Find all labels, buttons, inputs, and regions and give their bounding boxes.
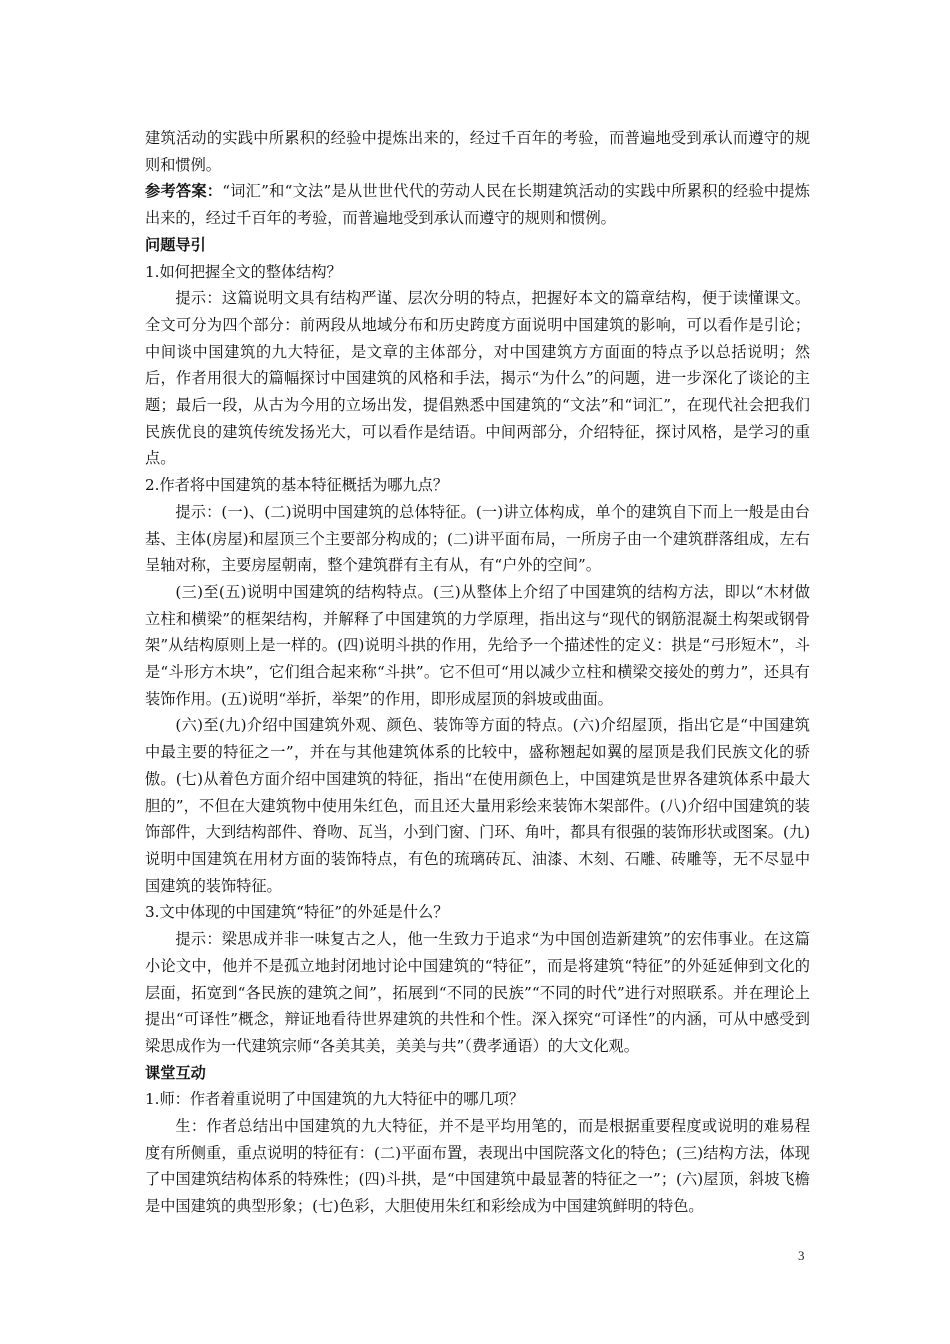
question-2: 2.作者将中国建筑的基本特征概括为哪九点？ [145,476,449,495]
question-1: 1.如何把握全文的整体结构？ [145,262,342,281]
answer-label: 参考答案： [145,182,223,201]
paragraph-continuation: 建筑活动的实践中所累积的经验中提炼出来的，经过千百年的考验，而普遍地受到承认而遵守的规则和惯例。 [145,129,810,174]
question-2-tip-part3: (六)至(九)介绍中国建筑外观、颜色、装饰等方面的特点。(六)介绍屋顶，指出它是“中国建筑中最主要的特征之一”，并在与其他建筑体系的比较中，盛称翘起如翼的屋顶是我们民族文化的骄傲。(七)从着色方面介绍中国建筑的特征，指出“在使用颜色上，中国建筑是世界各建筑体系中最大胆的”，不但在大建筑物中使用朱红色，而且还大量用彩绘来装饰木架部件。(八)介绍中国建筑的装饰部件，大到结构部件、脊吻、瓦当，小到门窗、门环、角叶，都具有很强的装饰形状或图案。(九)说明中国建筑在用材方面的装饰特点，有色的琉璃砖瓦、油漆、木刻、石雕、砖雕等，无不尽显中国建筑的装饰特征。 [145,716,810,895]
question-1-tip: 提示：这篇说明文具有结构严谨、层次分明的特点，把握好本文的篇章结构，便于读懂课文。全文可分为四个部分：前两段从地域分布和历史跨度方面说明中国建筑的影响，可以看作是引论；中间谈中国建筑的九大特征，是文章的主体部分，对中国建筑方方面面的特点予以总括说明；然后，作者用很大的篇幅探讨中国建筑的风格和手法，揭示“为什么”的问题，进一步深化了谈论的主题；最后一段，从古为今用的立场出发，提倡熟悉中国建筑的“文法”和“词汇”，在现代社会把我们民族优良的建筑传统发扬光大，可以看作是结语。中间两部分，介绍特征，探讨风格，是学习的重点。 [145,289,810,468]
question-2-tip-part2: (三)至(五)说明中国建筑的结构特点。(三)从整体上介绍了中国建筑的结构方法，即以“木材做立柱和横梁”的框架结构，并解释了中国建筑的力学原理，指出这与“现代的钢筋混凝土构架或钢骨架”从结构原则上是一样的。(四)说明斗拱的作用，先给予一个描述性的定义：拱是“弓形短木”，斗是“斗形方木块”，它们组合起来称“斗拱”。它不但可“用以减少立柱和横梁交接处的剪力”，还具有装饰作用。(五)说明“举折，举架”的作用，即形成屋顶的斜坡或曲面。 [145,582,810,708]
question-2-tip-part1: 提示：(一)、(二)说明中国建筑的总体特征。(一)讲立体构成，单个的建筑自下而上一般是由台基、主体(房屋)和屋顶三个主要部分构成的；(二)讲平面布局，一所房子由一个建筑群落组成，左右呈轴对称，主要房屋朝南，整个建筑群有主有从，有“户外的空间”。 [145,502,810,575]
section-heading-questions: 问题导引 [145,235,206,254]
question-3: 3.文中体现的中国建筑“特征”的外延是什么？ [145,903,449,922]
reference-answer [145,178,810,231]
class-answer-1: 生：作者总结出中国建筑的九大特征，并不是平均用笔的，而是根据重要程度或说明的难易程度有所侧重，重点说明的特征有：(二)平面布置，表现出中国院落文化的特色；(三)结构方法，体现了中国建筑结构体系的特殊性；(四)斗拱，是“中国建筑中最显著的特征之一”；(六)屋顶，斜坡飞檐是中国建筑的典型形象；(七)色彩，大胆使用朱红和彩绘成为中国建筑鲜明的特色。 [145,1117,810,1216]
answer-text: “词汇”和“文法”是从世世代代的劳动人民在长期建筑活动的实践中所累积的经验中提炼出来的，经过千百年的考验，而普遍地受到承认而遵守的规则和惯例。 [145,182,810,228]
page-content [145,125,810,1220]
page-number: 3 [798,1248,805,1263]
question-3-tip: 提示：梁思成并非一味复古之人，他一生致力于追求“为中国创造新建筑”的宏伟事业。在这篇小论文中，他并不是孤立地封闭地讨论中国建筑的“特征”，而是将建筑“特征”的外延延伸到文化的层面，拓宽到“各民族的建筑之间”，拓展到“不同的民族”“不同的时代”进行对照联系。并在理论上提出“可译性”概念，辩证地看待世界建筑的共性和个性。深入探究“可译性”的内涵，可从中感受到梁思成作为一代建筑宗师“各美其美，美美与共”（费孝通语）的大文化观。 [145,930,810,1055]
class-question-1: 1.师：作者着重说明了中国建筑的九大特征中的哪几项？ [145,1090,524,1109]
section-heading-class-interaction: 课堂互动 [145,1063,206,1082]
